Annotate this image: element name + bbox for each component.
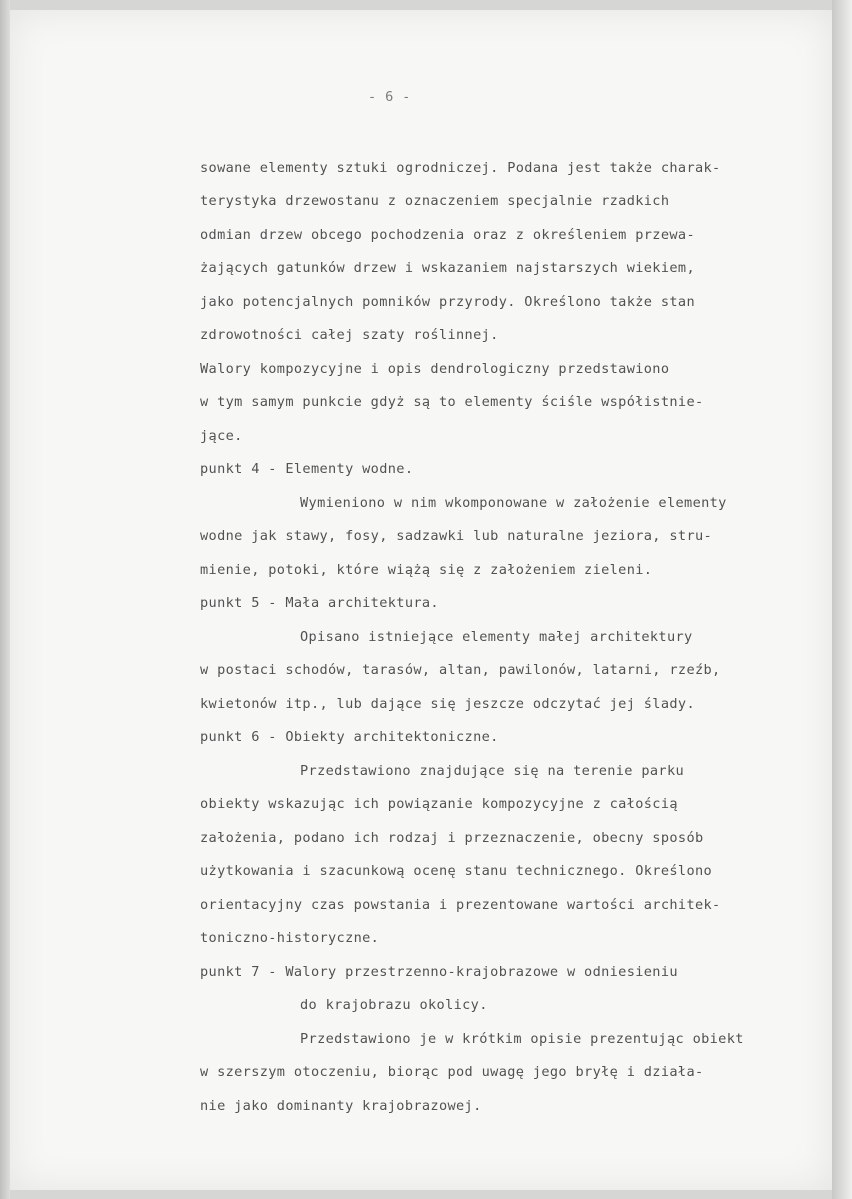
text-line: do krajobrazu okolicy.: [300, 997, 488, 1013]
text-line: nie jako dominanty krajobrazowej.: [200, 1098, 482, 1114]
text-line: Przedstawiono znajdujące się na terenie parku: [300, 763, 685, 779]
text-line: odmian drzew obcego pochodzenia oraz z określeniem przewa-: [200, 227, 695, 243]
scan-edge-right: [832, 0, 852, 1199]
text-line: sowane elementy sztuki ogrodniczej. Podana jest także charak-: [200, 160, 721, 176]
text-line: obiekty wskazując ich powiązanie kompozycyjne z całością: [200, 796, 678, 812]
text-line: Przedstawiono je w krótkim opisie prezentując obiekt: [300, 1031, 744, 1047]
text-line: orientacyjny czas powstania i prezentowane wartości architek-: [200, 897, 721, 913]
section-heading: punkt 4 - Elementy wodne.: [200, 461, 414, 477]
text-line: w tym samym punkcie gdyż są to elementy ściśle współistnie-: [200, 394, 704, 410]
page-number: - 6 -: [368, 89, 411, 105]
text-line: Wymieniono w nim wkomponowane w założenie elementy: [300, 495, 727, 511]
text-line: użytkowania i szacunkową ocenę stanu technicznego. Określono: [200, 863, 713, 879]
text-line: jako potencjalnych pomników przyrody. Określono także stan: [200, 294, 695, 310]
text-line: założenia, podano ich rodzaj i przeznaczenie, obecny sposób: [200, 830, 704, 846]
text-line: wodne jak stawy, fosy, sadzawki lub naturalne jeziora, stru-: [200, 528, 713, 544]
text-line: w szerszym otoczeniu, biorąc pod uwagę jego bryłę i działa-: [200, 1064, 704, 1080]
section-heading: punkt 5 - Mała architektura.: [200, 595, 439, 611]
text-line: toniczno-historyczne.: [200, 930, 380, 946]
text-line: w postaci schodów, tarasów, altan, pawilonów, latarni, rzeźb,: [200, 662, 721, 678]
text-line: jące.: [200, 428, 243, 444]
section-heading: punkt 7 - Walory przestrzenno-krajobrazowe w odniesieniu: [200, 964, 678, 980]
text-line: żających gatunków drzew i wskazaniem najstarszych wiekiem,: [200, 260, 695, 276]
scan-edge-left: [0, 0, 10, 1199]
text-line: terystyka drzewostanu z oznaczeniem specjalnie rzadkich: [200, 193, 670, 209]
text-line: kwietonów itp., lub dające się jeszcze odczytać jej ślady.: [200, 696, 695, 712]
text-line: zdrowotności całej szaty roślinnej.: [200, 327, 499, 343]
text-line: Walory kompozycyjne i opis dendrologiczny przedstawiono: [200, 361, 670, 377]
text-line: mienie, potoki, które wiążą się z założeniem zieleni.: [200, 562, 653, 578]
text-line: Opisano istniejące elementy małej architektury: [300, 629, 693, 645]
section-heading: punkt 6 - Obiekty architektoniczne.: [200, 729, 499, 745]
